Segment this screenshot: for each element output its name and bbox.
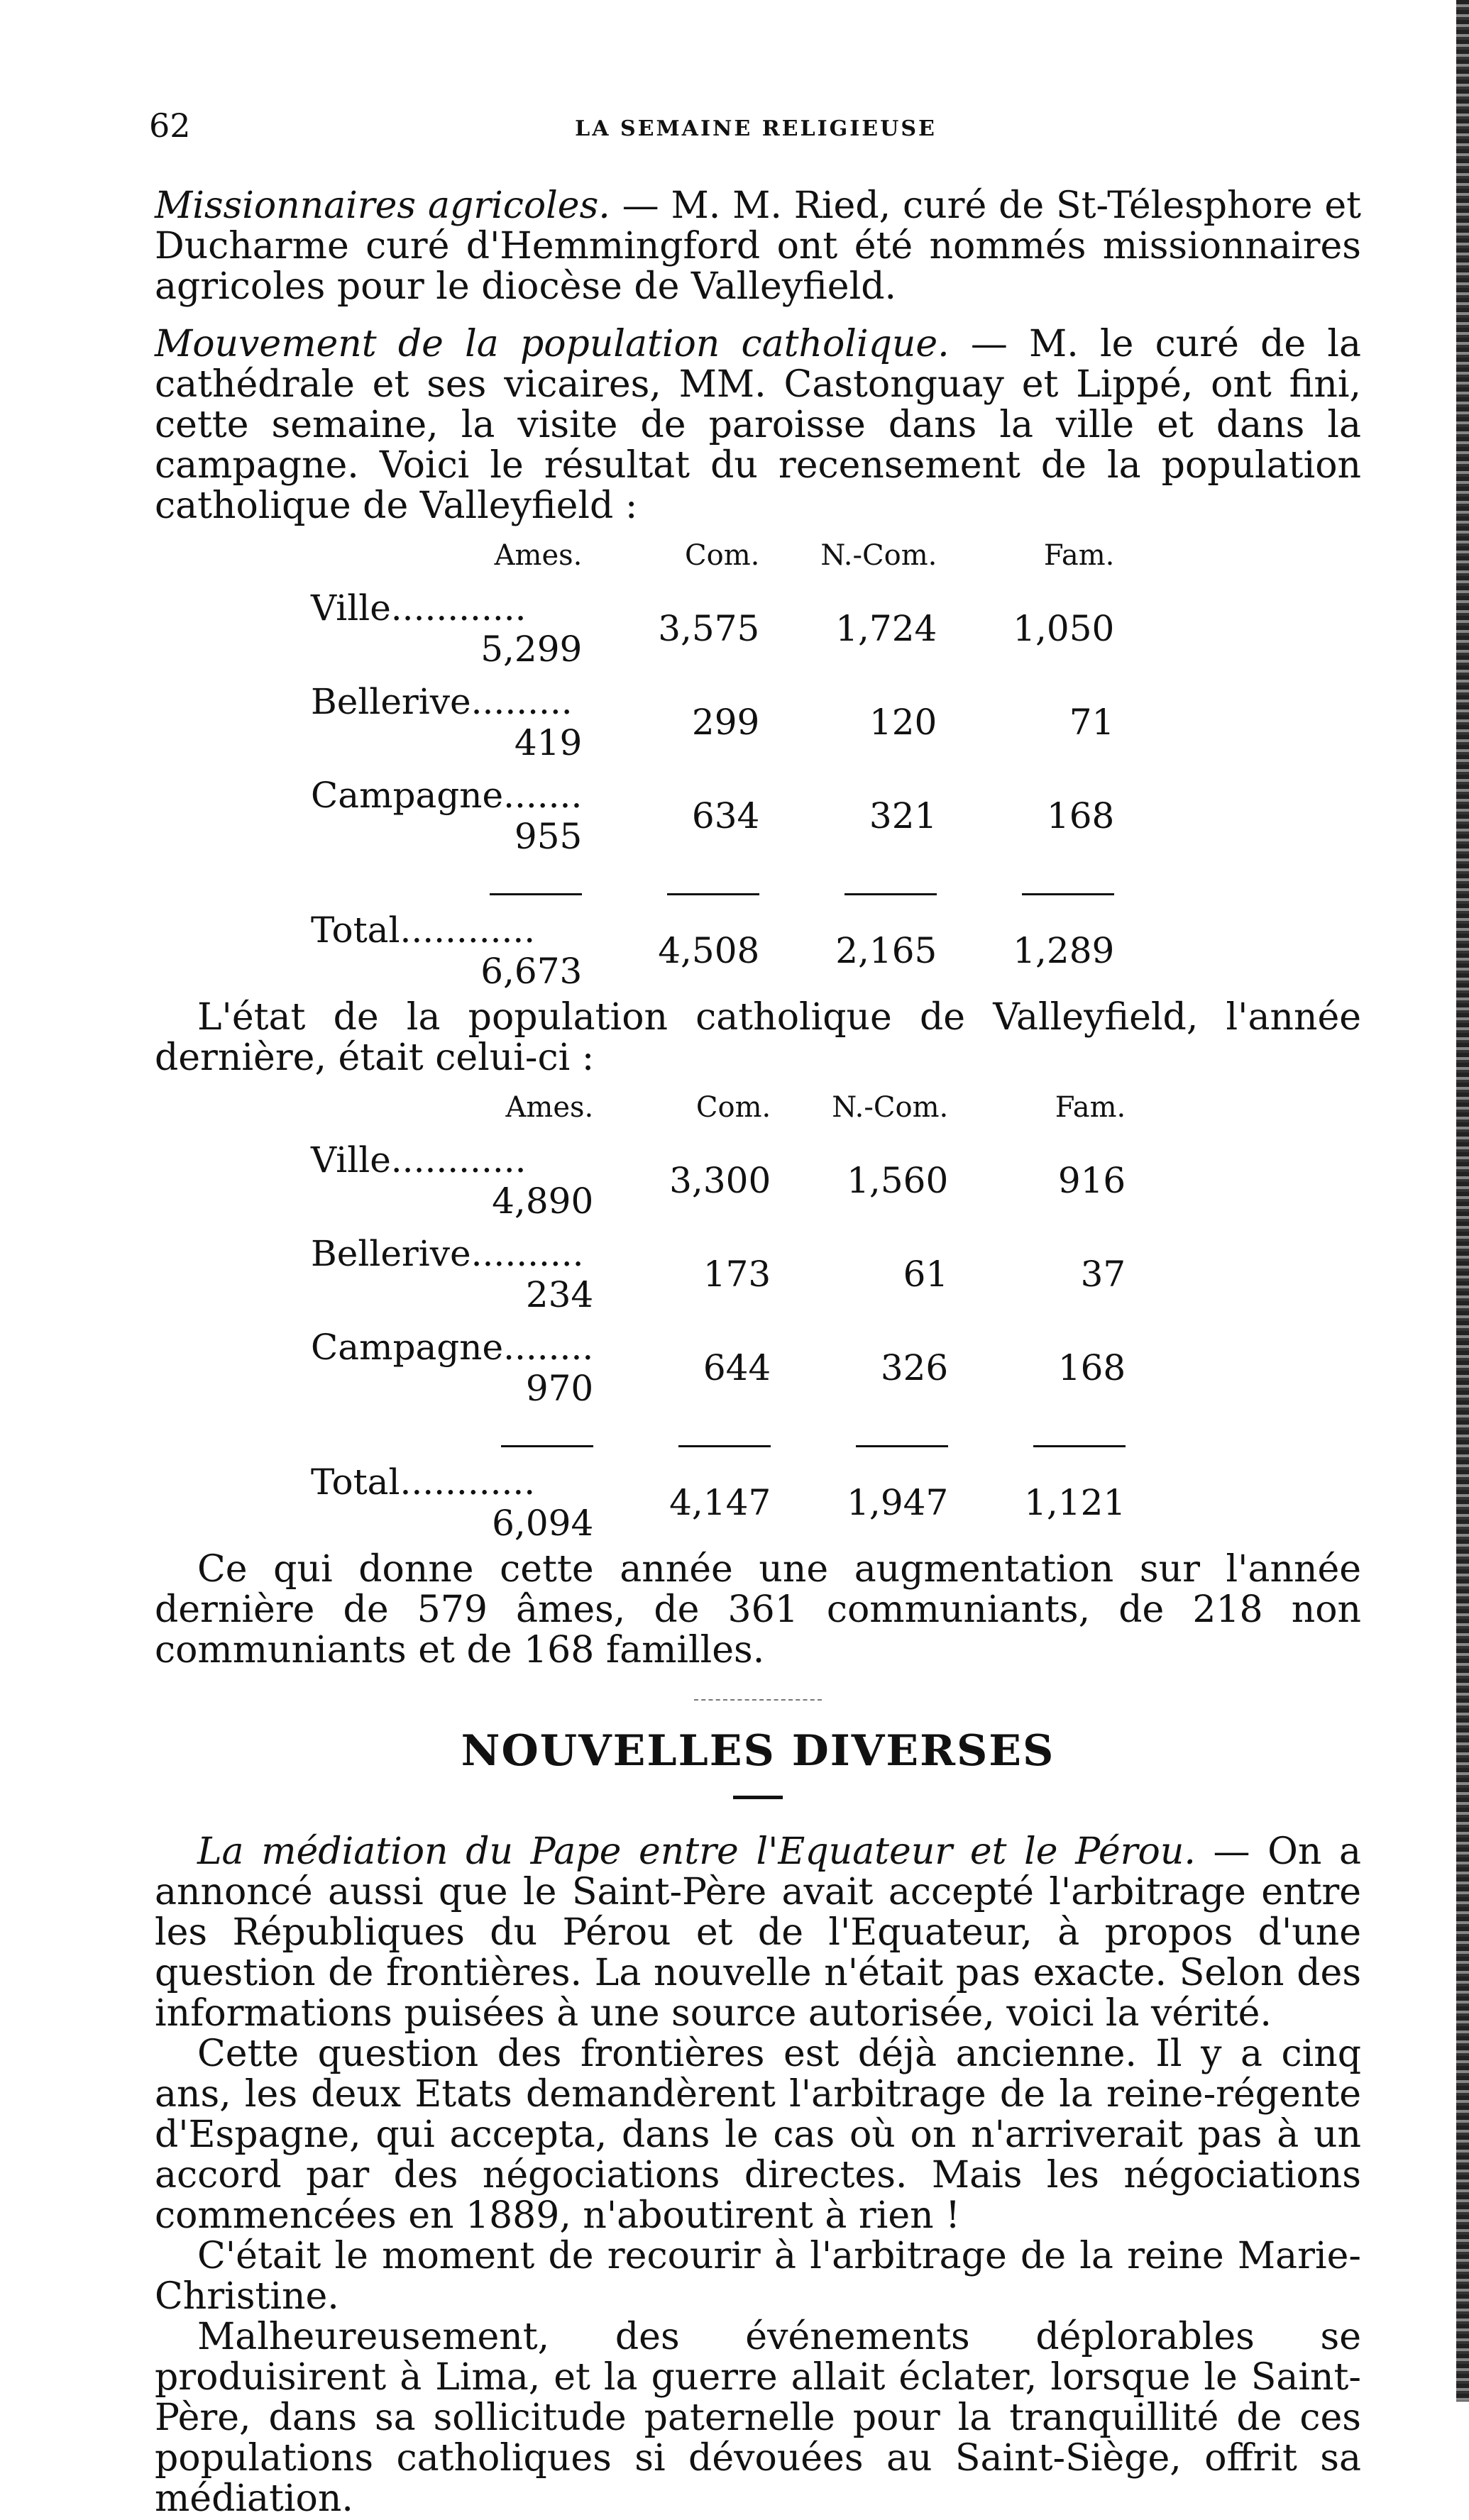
title-rule <box>733 1796 783 1799</box>
value: 234 <box>525 1274 594 1315</box>
total-rule <box>311 863 1114 904</box>
col-ncom: N.-Com. <box>820 539 937 572</box>
cell-ncom: 2,165 <box>835 930 937 971</box>
value: 6,673 <box>480 951 583 992</box>
paragraph-lead: La médiation du Pape entre l'Equateur et le Pérou. <box>197 1830 1196 1873</box>
row-label: Campagne....... <box>311 775 583 816</box>
col-fam: Fam. <box>1043 539 1115 572</box>
cell-ames <box>311 904 582 998</box>
paragraph-lead: Mouvement de la population catholique. <box>155 323 950 365</box>
paragraph-text: — On a annoncé aussi que le Saint-Père avait accepté l'arbitrage entre les Républiques du Pérou et de l'Equateur, à propos d'une question de frontières. La nouvelle n'était pas exacte. Selon des informations puisées à une source autorisée, voici la vérité. <box>155 1830 1361 2035</box>
cell-com: 4,508 <box>658 930 760 971</box>
row-label: Total............ <box>311 1461 536 1503</box>
running-title: LA SEMAINE RELIGIEUSE <box>575 116 937 141</box>
paragraph-augmentation: Ce qui donne cette année une augmentation sur l'année dernière de 579 âmes, de 361 communiants, de 218 non communiants et de 168 familles. <box>155 1548 1361 1671</box>
table-total-row <box>311 904 1114 998</box>
table-row <box>311 582 1114 675</box>
page-content <box>155 186 1361 2519</box>
cell-com: 4,147 <box>669 1482 771 1523</box>
cell-ncom: 326 <box>880 1347 949 1388</box>
cell-com: 3,575 <box>658 608 760 649</box>
cell-ames <box>311 769 582 863</box>
cell-com: 299 <box>691 702 760 743</box>
table-row <box>311 1321 1126 1415</box>
cell-com: 634 <box>691 795 760 836</box>
cell-fam: 1,050 <box>1013 608 1115 649</box>
cell-ames <box>311 1321 593 1415</box>
paragraph-lead: Missionnaires agricoles. <box>155 184 610 227</box>
scan-edge <box>1456 0 1469 2402</box>
cell-fam: 1,121 <box>1024 1482 1126 1523</box>
paragraph-frontieres: Cette question des frontières est déjà ancienne. Il y a cinq ans, les deux Etats demandèrent l'arbitrage de la reine-régente d'Espagne, qui accepta, dans le cas où on n'arriverait pas à un accord par des négociations directes. Mais les négociations commencées en 1889, n'aboutirent à rien ! <box>155 2033 1361 2237</box>
cell-fam: 916 <box>1057 1160 1126 1201</box>
cell-com: 173 <box>703 1254 771 1295</box>
paragraph-text: — M. le curé de la cathédrale et ses vicaires, MM. Castonguay et Lippé, ont fini, cette semaine, la visite de paroisse dans la ville et dans la campagne. Voici le résultat du recensement de la population catholique de Valleyfield : <box>155 323 1361 527</box>
value: 419 <box>514 722 583 763</box>
paragraph-malheureusement: Malheureusement, des événements déplorables se produisirent à Lima, et la guerre allait éclater, lorsque le Saint-Père, dans sa sollicitude paternelle pour la tranquillité de ces populations catholiques si dévouées au Saint-Siège, offrit sa médiation. <box>155 2316 1361 2520</box>
cell-fam: 1,289 <box>1013 930 1115 971</box>
paragraph-missionnaires <box>155 186 1361 307</box>
census-table-previous <box>311 1078 1126 1549</box>
table-header-row <box>311 1078 1126 1134</box>
table-row <box>311 675 1114 769</box>
row-label: Ville............ <box>311 587 527 629</box>
cell-ames <box>311 1456 593 1549</box>
cell-fam: 37 <box>1080 1254 1126 1295</box>
col-fam: Fam. <box>1055 1091 1126 1124</box>
table-total-row <box>311 1456 1126 1549</box>
cell-ames <box>311 1134 593 1227</box>
paragraph-mediation <box>155 1832 1361 2034</box>
paragraph-text: — M. M. Ried, curé de St-Télesphore et Ducharme curé d'Hemmingford ont été nommés missionnaires agricoles pour le diocèse de Valleyfield. <box>155 184 1361 308</box>
cell-fam: 168 <box>1046 795 1115 836</box>
cell-ames <box>311 582 582 675</box>
value: 970 <box>525 1368 594 1409</box>
cell-ames <box>311 675 582 769</box>
cell-com: 644 <box>703 1347 771 1388</box>
table-header-row <box>311 526 1114 582</box>
cell-ncom: 61 <box>903 1254 949 1295</box>
total-rule <box>311 1415 1126 1456</box>
col-ames: Ames. <box>494 539 583 572</box>
cell-ncom: 120 <box>869 702 937 743</box>
row-label: Ville............ <box>311 1139 527 1181</box>
table-row <box>311 769 1114 863</box>
cell-ncom: 1,560 <box>847 1160 949 1201</box>
cell-ncom: 1,947 <box>847 1482 949 1523</box>
cell-fam: 168 <box>1057 1347 1126 1388</box>
paragraph-etat: L'état de la population catholique de Valleyfield, l'année dernière, était celui-ci : <box>155 996 1361 1079</box>
value: 4,890 <box>492 1181 594 1222</box>
row-label: Total............ <box>311 910 536 951</box>
value: 6,094 <box>492 1503 594 1544</box>
cell-ncom: 321 <box>869 795 937 836</box>
paragraph-recourir: C'était le moment de recourir à l'arbitrage de la reine Marie-Christine. <box>155 2235 1361 2318</box>
col-ames: Ames. <box>505 1091 594 1124</box>
cell-fam: 71 <box>1069 702 1115 743</box>
cell-ames <box>311 1227 593 1321</box>
value: 5,299 <box>480 629 583 670</box>
page-number: 62 <box>149 106 191 145</box>
table-row <box>311 1134 1126 1227</box>
col-ncom: N.-Com. <box>832 1091 949 1124</box>
census-table-current <box>311 526 1114 998</box>
page-header <box>149 106 1363 156</box>
section-title: NOUVELLES DIVERSES <box>461 1726 1055 1776</box>
cell-com: 3,300 <box>669 1160 771 1201</box>
paragraph-mouvement <box>155 324 1361 526</box>
row-label: Bellerive......... <box>311 681 573 722</box>
row-label: Bellerive.......... <box>311 1233 584 1274</box>
separator-rule <box>694 1699 822 1701</box>
col-com: Com. <box>695 1091 771 1124</box>
row-label: Campagne........ <box>311 1327 594 1368</box>
table-row <box>311 1227 1126 1321</box>
col-com: Com. <box>685 539 760 572</box>
value: 955 <box>514 816 583 857</box>
cell-ncom: 1,724 <box>835 608 937 649</box>
